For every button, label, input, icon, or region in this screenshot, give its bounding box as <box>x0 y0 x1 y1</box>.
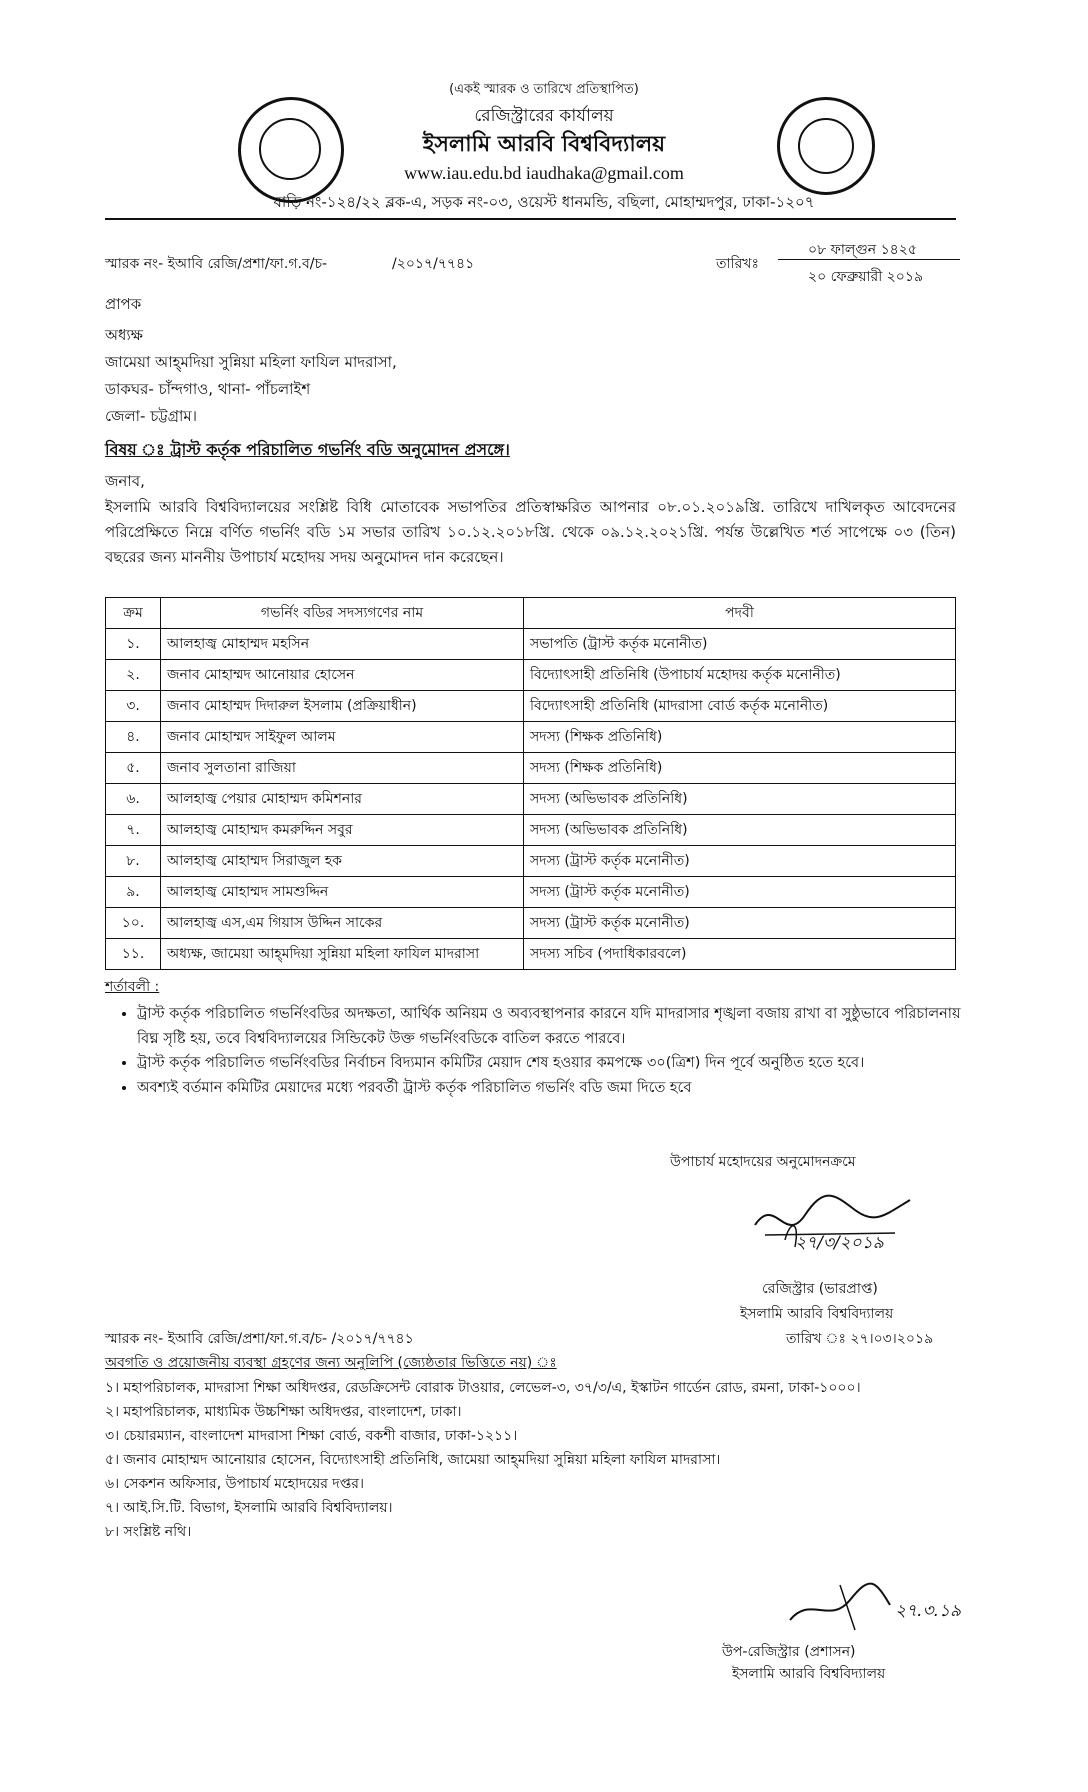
copy-item: ৭। আই.সি.টি. বিভাগ, ইসলামি আরবি বিশ্ববিদ্যালয়। <box>105 1500 393 1517</box>
row-serial: ২. <box>106 660 161 691</box>
row-name: আলহাজ্ব মোহাম্মদ কমরুদ্দিন সবুর <box>161 815 524 846</box>
body-paragraph: ইসলামি আরবি বিশ্ববিদ্যালয়ের সংশ্লিষ্ট বিধি মোতাবেক সভাপতির প্রতিস্বাক্ষরিত আপনার ০৮.০১.২০১৯খ্রি. তারিখে দাখিলকৃত আবেদনের পরিপ্রেক্ষিতে নিম্নে বর্ণিত গভর্নিং বডি ১ম সভার তারিখ ১০.১২.২০১৮খ্রি. থেকে ০৯.১২.২০২১খ্রি. পর্যন্ত উল্লেখিত শর্ত সাপেক্ষে ০৩ (তিন) বছরের জন্য মাননীয় উপাচার্য মহোদয় সদয় অনুমোদন দান করেছেন। <box>105 498 956 566</box>
header-member-name: গভর্নিং বডির সদস্যগণের নাম <box>161 598 524 629</box>
table-row <box>106 629 956 660</box>
subject: বিষয় ঃ ট্রাস্ট কর্তৃক পরিচালিত গভর্নিং বডি অনুমোদন প্রসঙ্গে। <box>105 440 510 459</box>
row-designation: সদস্য (ট্রাস্ট কর্তৃক মনোনীত) <box>524 877 956 908</box>
recipient-district: জেলা- চট্টগ্রাম। <box>105 407 198 425</box>
table-row <box>106 877 956 908</box>
row-serial: ৪. <box>106 722 161 753</box>
recipient-institution: জামেয়া আহ্‌মদিয়া সুন্নিয়া মহিলা ফাযিল মাদরাসা, <box>105 353 397 371</box>
row-designation: সদস্য (শিক্ষক প্রতিনিধি) <box>524 722 956 753</box>
governing-body-table <box>105 597 956 970</box>
registrar-designation: রেজিস্ট্রার (ভারপ্রাপ্ত) <box>762 1281 878 1297</box>
condition-item: • ট্রাস্ট কর্তৃক পরিচালিত গভর্নিংবডির নির্বাচন বিদ্যমান কমিটির মেয়াদ শেষ হওয়ার কমপক্ষে ৩০(ত্রিশ) দিন পূর্বে অনুষ্ঠিত হতে হবে। <box>137 1051 982 1076</box>
row-designation: সদস্য (ট্রাস্ট কর্তৃক মনোনীত) <box>524 908 956 939</box>
header-serial: ক্রম <box>106 598 161 629</box>
row-name: আলহাজ্ব এস,এম গিয়াস উদ্দিন সাকের <box>161 908 524 939</box>
row-serial: ১০. <box>106 908 161 939</box>
date-divider <box>778 259 960 260</box>
conditions-label: শর্তাবলী : <box>105 979 160 995</box>
copies-list <box>105 1376 1005 1545</box>
table-row <box>106 660 956 691</box>
row-designation: সদস্য (অভিভাবক প্রতিনিধি) <box>524 815 956 846</box>
copy-item: ৫। জনাব মোহাম্মদ আনোয়ার হোসেন, বিদ্যোৎসাহী প্রতিনিধি, জামেয়া আহ্‌মদিয়া সুন্নিয়া মহিলা ফাযিল মাদরাসা। <box>105 1452 721 1469</box>
memo-replacement-note: (একই স্মারক ও তারিখে প্রতিস্থাপিত) <box>449 82 639 97</box>
memo-ref-label: স্মারক নং- ইআবি রেজি/প্রশা/ফা.গ.ব/চ- <box>105 256 328 272</box>
memo2-date: তারিখ ঃ ২৭।০৩।২০১৯ <box>786 1331 934 1347</box>
table-header-row <box>106 598 956 629</box>
header-designation: পদবী <box>524 598 956 629</box>
approval-sign-date: ২৭/৩/২০১৯ <box>795 1233 884 1253</box>
conditions-list <box>115 1002 982 1101</box>
table-row <box>106 846 956 877</box>
row-designation: সভাপতি (ট্রাস্ট কর্তৃক মনোনীত) <box>524 629 956 660</box>
header-divider <box>105 218 956 220</box>
recipient-to: প্রাপক <box>105 295 142 313</box>
date-english: ২০ ফেব্রুয়ারী ২০১৯ <box>808 269 924 285</box>
row-designation: সদস্য (ট্রাস্ট কর্তৃক মনোনীত) <box>524 846 956 877</box>
row-name: অধ্যক্ষ, জামেয়া আহ্‌মদিয়া সুন্নিয়া মহিলা ফাযিল মাদরাসা <box>161 939 524 970</box>
university-logo <box>238 97 344 203</box>
table-row <box>106 815 956 846</box>
row-name: জনাব মোহাম্মদ দিদারুল ইসলাম (প্রক্রিয়াধীন) <box>161 691 524 722</box>
table-row <box>106 939 956 970</box>
row-name: জনাব মোহাম্মদ সাইফুল আলম <box>161 722 524 753</box>
deputy-registrar-designation: উপ-রেজিস্ট্রার (প্রশাসন) <box>722 1644 856 1660</box>
row-serial: ৫. <box>106 753 161 784</box>
web-email: www.iau.edu.bd iaudhaka@gmail.com <box>404 163 684 183</box>
copies-heading: অবগতি ও প্রয়োজনীয় ব্যবস্থা গ্রহণের জন্য অনুলিপি (জ্যেষ্ঠতার ভিত্তিতে নয়) ঃ <box>105 1355 557 1371</box>
table-row <box>106 691 956 722</box>
row-serial: ৩. <box>106 691 161 722</box>
row-serial: ১. <box>106 629 161 660</box>
seal-logo <box>777 97 875 195</box>
copy-item: ৮। সংশ্লিষ্ট নথি। <box>105 1524 192 1541</box>
date-label: তারিখঃ <box>716 256 759 272</box>
row-name: জনাব মোহাম্মদ আনোয়ার হোসেন <box>161 660 524 691</box>
office-address: বাড়ি নং-১২৪/২২ ব্লক-এ, সড়ক নং-০৩, ওয়েস্ট ধানমন্ডি, বছিলা, মোহাম্মদপুর, ঢাকা-১২০৭ <box>273 193 815 211</box>
memo-ref-number: /২০১৭/৭৭৪১ <box>392 256 475 272</box>
footer-sign-date: ২৭.৩.১৯ <box>895 1601 962 1621</box>
table-row <box>106 784 956 815</box>
row-name: জনাব সুলতানা রাজিয়া <box>161 753 524 784</box>
condition-item: • ট্রাস্ট কর্তৃক পরিচালিত গভর্নিংবডির অদক্ষতা, আর্থিক অনিয়ম ও অব্যবস্থাপনার কারনে যদি মাদরাসার শৃঙ্খলা বজায় রাখা বা সুষ্ঠুভাবে পরিচালনায় বিঘ্ন সৃষ্টি হয়, তবে বিশ্ববিদ্যালয়ের সিন্ডিকেট উক্ত গভর্নিংবডিকে বাতিল করতে পারবে। <box>137 1002 982 1051</box>
salutation: জনাব, <box>105 472 145 490</box>
memo2-ref: স্মারক নং- ইআবি রেজি/প্রশা/ফা.গ.ব/চ- /২০১৭/৭৭৪১ <box>105 1331 414 1347</box>
university-name: ইসলামি আরবি বিশ্ববিদ্যালয় <box>422 132 666 157</box>
row-serial: ৯. <box>106 877 161 908</box>
row-name: আলহাজ্ব পেয়ার মোহাম্মদ কমিশনার <box>161 784 524 815</box>
copy-item: ২। মহাপরিচালক, মাধ্যমিক উচ্চশিক্ষা অধিদপ্তর, বাংলাদেশ, ঢাকা। <box>105 1404 462 1421</box>
row-designation: বিদ্যোৎসাহী প্রতিনিধি (উপাচার্য মহোদয় কর্তৃক মনোনীত) <box>524 660 956 691</box>
office-name: রেজিস্ট্রারের কার্যালয় <box>474 106 614 126</box>
copy-item: ৬। সেকশন অফিসার, উপাচার্য মহোদয়ের দপ্তর। <box>105 1476 365 1493</box>
table-row <box>106 908 956 939</box>
row-name: আলহাজ্ব মোহাম্মদ সিরাজুল হক <box>161 846 524 877</box>
recipient-designation: অধ্যক্ষ <box>105 326 143 344</box>
date-bangla: ০৮ ফাল্গুন ১৪২৫ <box>808 242 917 258</box>
copy-item: ১। মহাপরিচালক, মাদরাসা শিক্ষা অধিদপ্তর, রেডক্রিসেন্ট বোরাক টাওয়ার, লেভেল-৩, ৩৭/৩/এ, ইস্কাটন গার্ডেন রোড, রমনা, ঢাকা-১০০০। <box>105 1380 861 1396</box>
row-name: আলহাজ্ব মোহাম্মদ সামশুদ্দিন <box>161 877 524 908</box>
row-designation: বিদ্যোৎসাহী প্রতিনিধি (মাদরাসা বোর্ড কর্তৃক মনোনীত) <box>524 691 956 722</box>
row-serial: ৬. <box>106 784 161 815</box>
row-designation: সদস্য সচিব (পদাধিকারবলে) <box>524 939 956 970</box>
registrar-university: ইসলামি আরবি বিশ্ববিদ্যালয় <box>740 1306 894 1322</box>
approval-line: উপাচার্য মহোদয়ের অনুমোদনক্রমে <box>670 1154 856 1170</box>
condition-item: • অবশ্যই বর্তমান কমিটির মেয়াদের মধ্যে পরবর্তী ট্রাস্ট কর্তৃক পরিচালিত গভর্নিং বডি জমা দিতে হবে <box>137 1076 982 1101</box>
deputy-registrar-university: ইসলামি আরবি বিশ্ববিদ্যালয় <box>732 1666 886 1682</box>
row-serial: ১১. <box>106 939 161 970</box>
row-serial: ৮. <box>106 846 161 877</box>
row-serial: ৭. <box>106 815 161 846</box>
row-designation: সদস্য (শিক্ষক প্রতিনিধি) <box>524 753 956 784</box>
table-row <box>106 753 956 784</box>
copy-item: ৩। চেয়ারম্যান, বাংলাদেশ মাদরাসা শিক্ষা বোর্ড, বকশী বাজার, ঢাকা-১২১১। <box>105 1428 518 1445</box>
table-row <box>106 722 956 753</box>
row-name: আলহাজ্ব মোহাম্মদ মহসিন <box>161 629 524 660</box>
row-designation: সদস্য (অভিভাবক প্রতিনিধি) <box>524 784 956 815</box>
recipient-post: ডাকঘর- চাঁন্দগাও, থানা- পাঁচলাইশ <box>105 380 311 398</box>
